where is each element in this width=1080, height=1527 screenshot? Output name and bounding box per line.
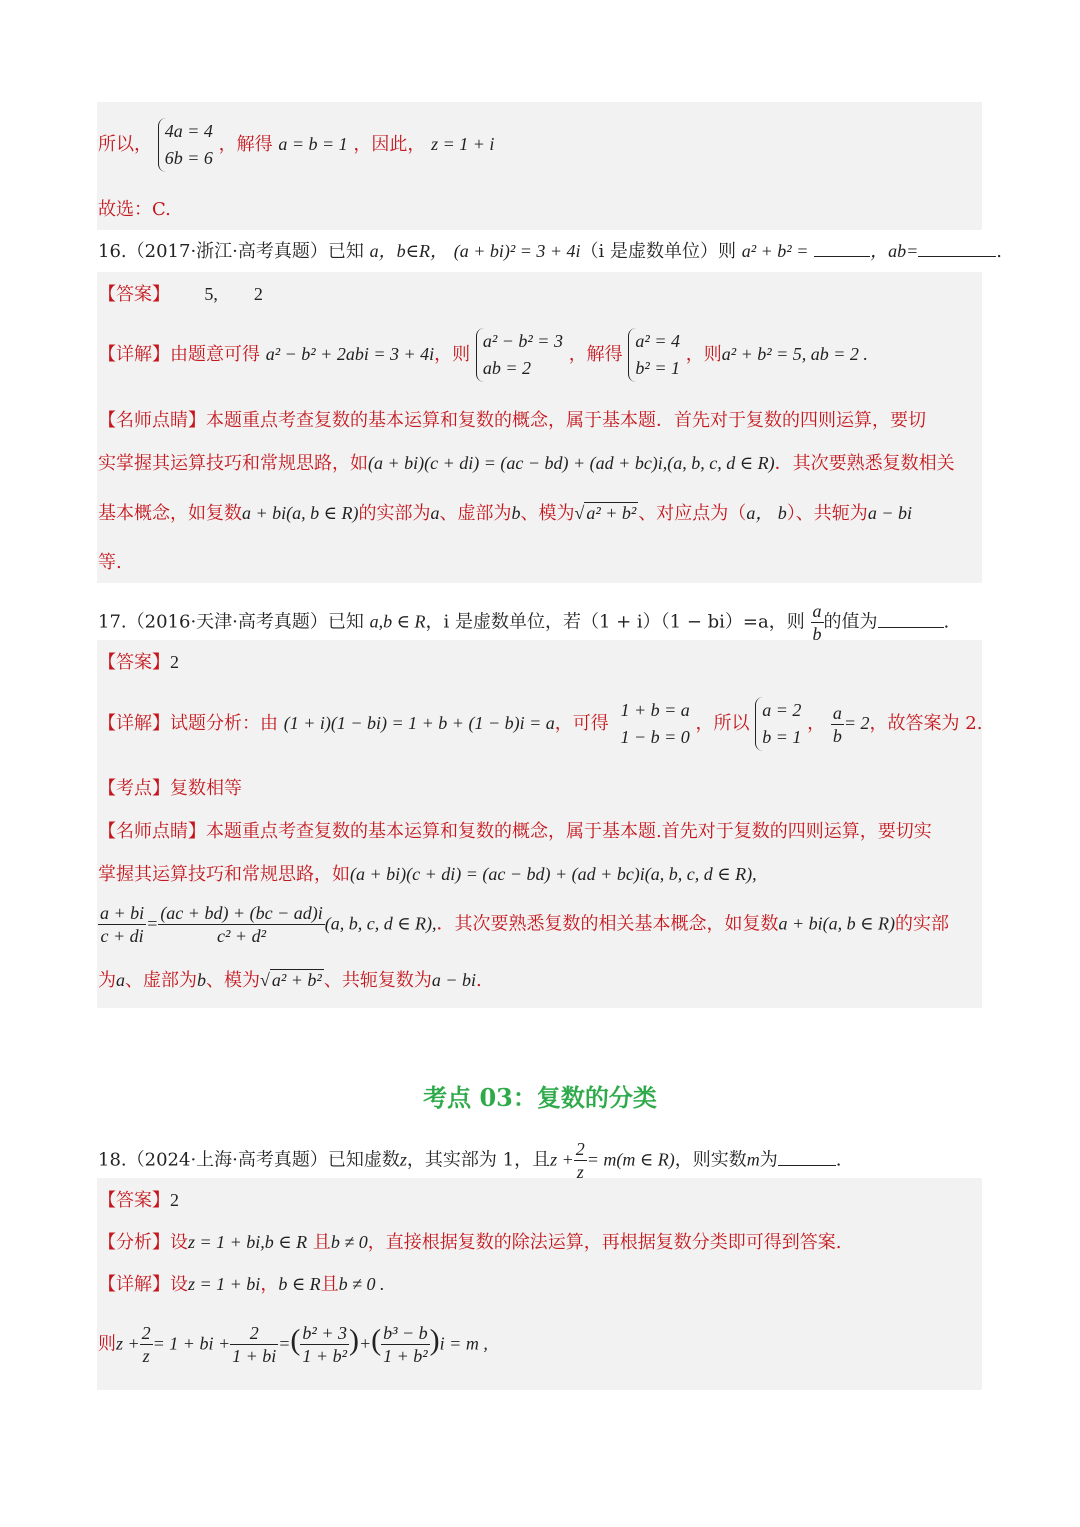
q15-system: 4a = 4 6b = 6 xyxy=(158,118,213,172)
q16-blank-1[interactable] xyxy=(814,240,870,257)
q17-tip-fraction-2: $\frac{(ac + bd) + (bc - ad)i}{\text{c² + d²}}$ xyxy=(160,903,323,946)
q15-conclusion: 所以， 4a = 4 6b = 6 ，解得 a = b = 1 ，因此， z = 1 + i xyxy=(98,118,494,172)
q16-answer: 【答案】 5, 2 xyxy=(98,284,263,305)
q17-tip-line-3: $\frac{a + bi}{c + di}$ = $\frac{(ac + bd) + (bc - ad)i}{\text{c² + d²}}$ (a, b, c, d ∈ R),．其次要熟悉复数的相关基本概念，如复数a + bi(a, b ∈ R)的实部 xyxy=(100,903,949,946)
q18-fraction-2: $\frac{2}{1 + bi}$ xyxy=(232,1323,277,1366)
q17-tip-line-2: 掌握其运算技巧和常规思路，如(a + bi)(c + di) = (ac − bd) + (ad + bc)i(a, b, c, d ∈ R), xyxy=(98,864,757,885)
q18-fraction-1: $\frac{2}{z}$ xyxy=(141,1323,151,1366)
q18-stem: 18.（2024·上海·高考真题）已知虚数z，其实部为 1，且z + $\frac{2}{z}$ = m(m ∈ R)，则实数m为 . xyxy=(98,1139,842,1182)
q18-detail: 【详解】设z = 1 + bi，b ∈ R且b ≠ 0 . xyxy=(98,1274,385,1295)
q16-system-1: a² − b² = 3 ab = 2 xyxy=(476,328,563,382)
q17-system-2: a = 2 b = 1 xyxy=(755,697,801,751)
q17-stem-fraction: $\frac{a}{b}$ xyxy=(812,601,822,644)
q18-fraction-3: $\frac{\text{b² + 3}}{\text{1 + b²}}$ xyxy=(302,1323,347,1366)
q17-system-1: 1 + b = a 1 − b = 0 xyxy=(620,700,690,747)
q16-tip-line-3: 基本概念，如复数a + bi(a, b ∈ R)的实部为a、虚部为b、模为√ a² + b² 、对应点为（a， b）、共轭为a − bi xyxy=(98,503,912,524)
q17-detail: 【详解】试题分析：由 (1 + i)(1 − bi) = 1 + b + (1 − b)i = a，可得 1 + b = a 1 − b = 0 ，所以 a = 2 b = 1 ， $\frac{a}{b}$ = 2，故答案为 2. xyxy=(98,697,982,751)
q17-stem: 17.（2016·天津·高考真题）已知 a,b ∈ R，i 是虚数单位，若（1 + i）（1 − bi）=a，则 $\frac{a}{b}$ 的值为 . xyxy=(98,601,950,644)
q18-blank[interactable] xyxy=(778,1149,836,1166)
q16-blank-2[interactable] xyxy=(918,240,996,257)
q17-answer: 【答案】2 xyxy=(98,652,179,673)
q16-stem: 16.（2017·浙江·高考真题）已知 a，b∈R， (a + bi)² = 3 + 4i（i 是虚数单位）则 a² + b² = ，ab= . xyxy=(98,241,1002,262)
q16-tip-line-4: 等. xyxy=(98,552,122,573)
q16-detail: 【详解】由题意可得 a² − b² + 2abi = 3 + 4i，则 a² − b² = 3 ab = 2 ，解得 a² = 4 b² = 1 ，则a² + b² = 5, ab = 2 . xyxy=(98,328,868,382)
q17-point: 【考点】复数相等 xyxy=(98,778,242,799)
q17-tip-line-4: 为a、虚部为b、模为√ a² + b² 、共轭复数为a − bi. xyxy=(98,970,482,991)
q17-tip-fraction-1: $\frac{a + bi}{c + di}$ xyxy=(100,903,145,946)
q18-answer: 【答案】2 xyxy=(98,1190,179,1211)
q17-detail-fraction: $\frac{a}{b}$ xyxy=(832,702,842,746)
section-title: 考点 03：复数的分类 xyxy=(423,1083,657,1112)
q17-tip-line-1: 【名师点睛】本题重点考查复数的基本运算和复数的概念，属于基本题.首先对于复数的四则运算，要切实 xyxy=(98,821,932,842)
q17-blank[interactable] xyxy=(878,611,944,628)
q18-fraction-4: $\frac{\text{b³ − b}}{\text{1 + b²}}$ xyxy=(383,1323,428,1366)
q18-analysis: 【分析】设z = 1 + bi,b ∈ R 且b ≠ 0，直接根据复数的除法运算，再根据复数分类即可得到答案. xyxy=(98,1232,842,1253)
q16-tip-line-1: 【名师点睛】本题重点考查复数的基本运算和复数的概念，属于基本题．首先对于复数的四则运算，要切 xyxy=(98,410,926,431)
q18-derivation: 则z + $\frac{2}{z}$ = 1 + bi + $\frac{2}{1 + bi}$ =( $\frac{\text{b² + 3}}{\text{1 + b²}}$ )+( $\frac{\text{b³ − b}}{\text{1 + b²}}$ )i = m , xyxy=(98,1323,488,1366)
q15-choice: 故选：C. xyxy=(98,199,171,220)
q16-tip-line-2: 实掌握其运算技巧和常规思路，如(a + bi)(c + di) = (ac − bd) + (ad + bc)i,(a, b, c, d ∈ R)．其次要熟悉复数相关 xyxy=(98,453,955,474)
q18-stem-fraction: $\frac{2}{z}$ xyxy=(575,1139,585,1182)
q16-system-2: a² = 4 b² = 1 xyxy=(628,328,680,382)
